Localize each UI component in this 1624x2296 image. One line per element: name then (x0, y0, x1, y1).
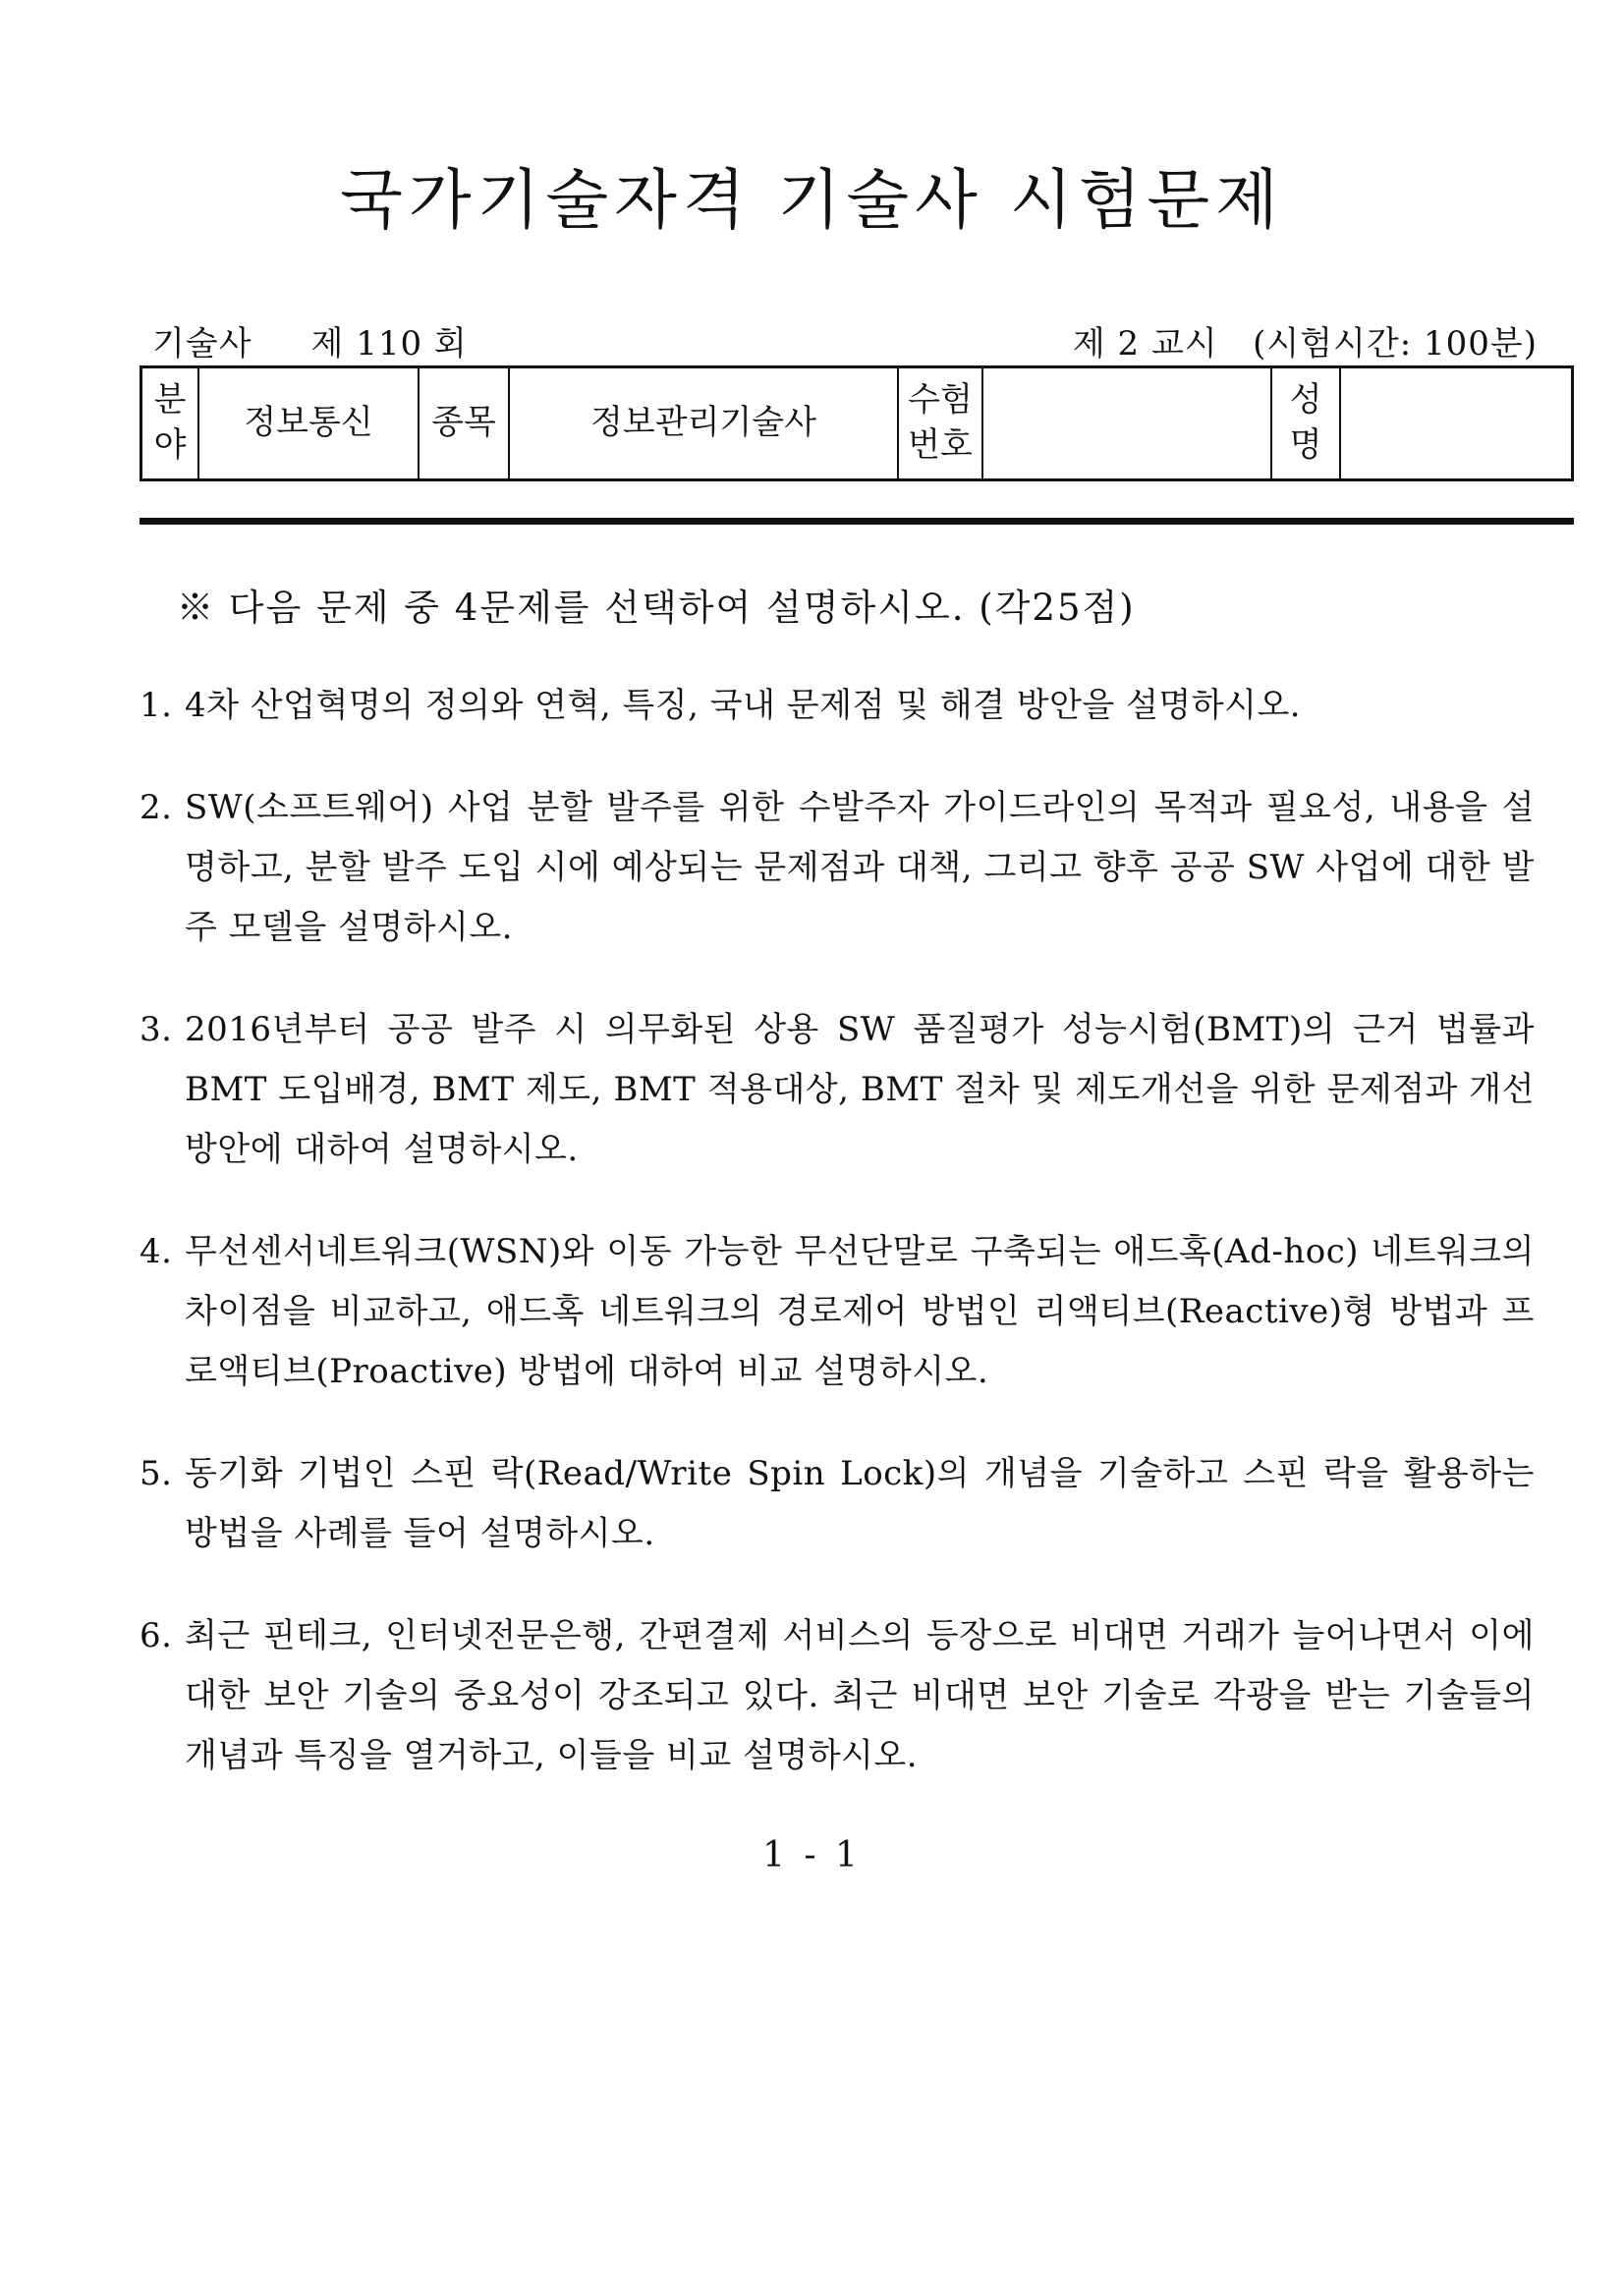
page-title: 국가기술자격 기술사 시험문제 (340, 162, 1284, 238)
question-4 (140, 1222, 1535, 1402)
name-label-line-1: 성 (1289, 380, 1322, 420)
question-text: 2016년부터 공공 발주 시 의무화된 상용 SW 품질평가 성능시험(BMT)의 근거 법률과 BMT 도입배경, BMT 제도, BMT 적용대상, BMT 절차 및 제도개선을 위한 문제점과 개선방안에 대하여 설명하시오. (185, 1010, 1535, 1169)
exam-number-field[interactable] (982, 367, 1271, 480)
exam-meta-right (1073, 316, 1538, 364)
name-label-cell (1271, 367, 1340, 480)
exam-number-label-line-2: 번호 (908, 425, 973, 465)
question-number: 5. (140, 1454, 173, 1493)
question-number: 6. (140, 1616, 173, 1655)
name-label-line-2: 명 (1289, 425, 1322, 465)
name-field[interactable] (1340, 367, 1573, 480)
exam-info-row (141, 367, 1573, 480)
exam-info-table (140, 365, 1574, 481)
question-number: 3. (140, 1010, 173, 1049)
question-6 (140, 1606, 1535, 1786)
question-text: SW(소프트웨어) 사업 분할 발주를 위한 수발주자 가이드라인의 목적과 필요성, 내용을 설명하고, 분할 발주 도입 시에 예상되는 문제점과 대책, 그리고 향후 공공 SW 사업에 대한 발주 모델을 설명하시오. (185, 788, 1535, 947)
header-divider (140, 518, 1574, 525)
field-label-line-2: 야 (153, 425, 187, 465)
exam-number-label-cell (898, 367, 982, 480)
exam-instruction: ※ 다음 문제 중 4문제를 선택하여 설명하시오. (각25점) (177, 587, 1136, 629)
question-number: 2. (140, 788, 173, 827)
exam-number-label-line-1: 수험 (908, 380, 973, 420)
exam-duration: (시험시간: 100분) (1253, 324, 1538, 364)
question-text: 동기화 기법인 스핀 락(Read/Write Spin Lock)의 개념을 기술하고 스핀 락을 활용하는 방법을 사례를 들어 설명하시오. (185, 1454, 1535, 1553)
question-text: 4차 산업혁명의 정의와 연혁, 특징, 국내 문제점 및 해결 방안을 설명하시오. (185, 686, 1302, 725)
field-value-cell: 정보통신 (198, 367, 419, 480)
question-text: 무선센서네트워크(WSN)와 이동 가능한 무선단말로 구축되는 애드혹(Ad-hoc) 네트워크의 차이점을 비교하고, 애드혹 네트워크의 경로제어 방법인 리액티브(Reactive)형 방법과 프로액티브(Proactive) 방법에 대하여 비교 설명하시오. (185, 1232, 1535, 1391)
question-text: 최근 핀테크, 인터넷전문은행, 간편결제 서비스의 등장으로 비대면 거래가 늘어나면서 이에 대한 보안 기술의 중요성이 강조되고 있다. 최근 비대면 보안 기술로 각광을 받는 기술들의 개념과 특징을 열거하고, 이들을 비교 설명하시오. (185, 1616, 1535, 1775)
question-2 (140, 778, 1535, 958)
question-number: 1. (140, 686, 173, 725)
exam-session: 제 2 교시 (1072, 324, 1218, 364)
item-label-cell: 종목 (419, 367, 509, 480)
exam-meta-row (152, 316, 1538, 362)
question-3 (140, 1000, 1535, 1180)
question-number: 4. (140, 1232, 173, 1271)
item-value-cell: 정보관리기술사 (509, 367, 898, 480)
exam-meta-left (152, 316, 468, 364)
page-number: 1 - 1 (762, 1835, 862, 1876)
question-1 (140, 676, 1535, 736)
question-list (140, 676, 1535, 1828)
question-5 (140, 1444, 1535, 1564)
exam-round: 제 110 회 (310, 324, 468, 364)
field-label-line-1: 분 (153, 380, 187, 420)
field-label-cell (141, 367, 199, 480)
exam-category: 기술사 (152, 324, 252, 364)
